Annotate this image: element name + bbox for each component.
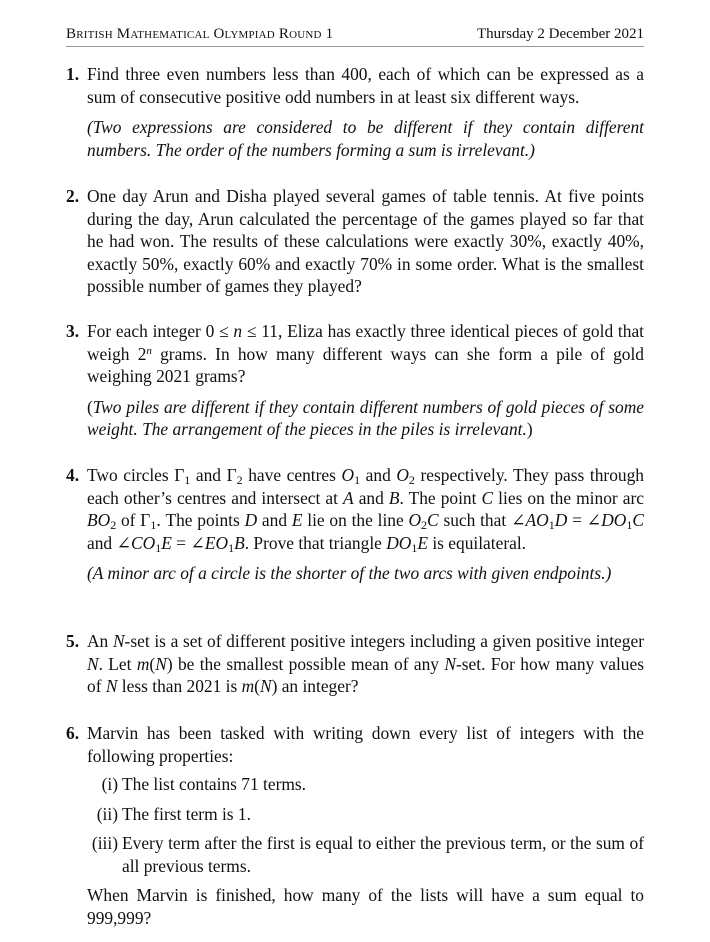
problem-number: 3. xyxy=(66,321,80,341)
problem-text: For each integer 0 ≤ n ≤ 11, Eliza has exactly three identical pieces of gold that weigh 2$^n$ grams. In how many different ways can she form a pile of gold weighing 2021 grams? xyxy=(87,321,644,386)
list-item xyxy=(87,832,644,877)
list-item-label: (iii) xyxy=(91,833,118,853)
problem-6 xyxy=(66,722,644,929)
problem-note: (A minor arc of a circle is the shorter of the two arcs with given endpoints.) xyxy=(87,563,612,583)
problem-number: 5. xyxy=(66,631,80,651)
problem-text: One day Arun and Disha played several games of table tennis. At five points during the day, Arun calculated the percentage of the games played so far that he had won. The results of these calculations were exactly 30%, exactly 40%, exactly 50%, exactly 60% and exactly 70% in some order. What is the smallest possible number of games they played? xyxy=(87,186,644,296)
list-item-text: The list contains 71 terms. xyxy=(122,774,307,794)
problem-4 xyxy=(66,464,644,585)
header-title: British Mathematical Olympiad Round 1 xyxy=(66,26,334,42)
problem-number: 2. xyxy=(66,186,80,206)
problem-text: Two circles $\Gamma_1$ and $\Gamma_2$ have centres $O_1$ and $O_2$ respectively. They pass through each other’s centres and intersect at A and B. The point C lies on the minor arc $BO_2$ of $\Gamma_1$. The points D and E lie on the line $O_2C$ such that $\angle AO_1D$ = $\angle DO_1C$ and $\angle CO_1E$ = $\angle EO_1B$. Prove that triangle $DO_1E$ is equilateral. xyxy=(87,465,644,555)
problem-number: 4. xyxy=(66,465,80,485)
problem-question: When Marvin is finished, how many of the lists will have a sum equal to 999,999? xyxy=(87,885,644,928)
problem-5 xyxy=(66,630,644,698)
list-item-text: Every term after the first is equal to either the previous term, or the sum of all previous terms. xyxy=(122,833,644,876)
problem-note: (Two expressions are considered to be different if they contain different numbers. The order of the numbers forming a sum is irrelevant.) xyxy=(87,117,644,160)
list-item-label: (ii) xyxy=(96,803,118,824)
list-item xyxy=(87,803,644,826)
list-item xyxy=(87,773,644,796)
problem-text: Find three even numbers less than 400, each of which can be expressed as a sum of consecutive positive odd numbers in at least six different ways. xyxy=(87,64,644,107)
list-item-text: The first term is 1. xyxy=(122,803,251,824)
problem-note: (Two piles are different if they contain different numbers of gold pieces of some weight. The arrangement of the pieces in the piles is irrelevant.) xyxy=(87,396,644,439)
header-date: Thursday 2 December 2021 xyxy=(476,26,644,42)
problem-number: 1. xyxy=(66,64,80,84)
problem-text: An N-set is a set of different positive integers including a given positive integer N. Let m(N) be the smallest possible mean of any N-set. For how many values of N less than 2021 is m(N) an integer? xyxy=(87,631,644,696)
problem-number: 6. xyxy=(66,723,80,743)
list-item-label: (i) xyxy=(101,774,118,794)
problem-2 xyxy=(66,185,644,298)
problem-text: Marvin has been tasked with writing down every list of integers with the following properties: xyxy=(87,723,644,766)
problem-1 xyxy=(66,63,644,161)
page-header xyxy=(66,26,644,47)
conditions-list xyxy=(87,773,644,877)
problem-3 xyxy=(66,320,644,441)
